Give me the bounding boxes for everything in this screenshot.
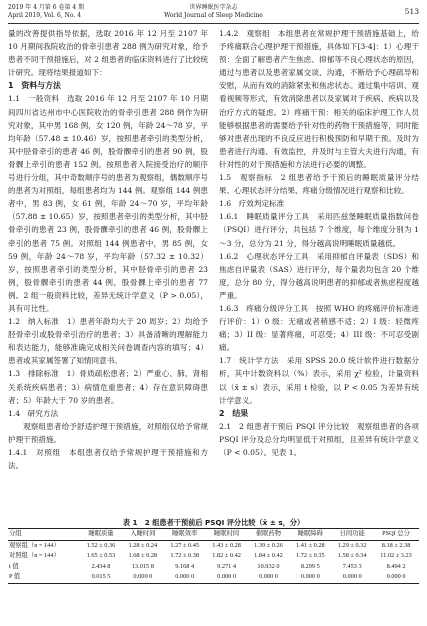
section-heading: 2 结果: [219, 408, 249, 418]
table-cell: 1.82 ± 0.42: [212, 552, 241, 559]
table-cell: P 值: [9, 573, 21, 580]
table-cell: 0.000 0: [342, 573, 362, 580]
table-cell: 1.84 ± 0.42: [254, 552, 283, 559]
body-paragraph: 1.4.2 观察组 本组患者在常规护理干预措施基础上，给予疼痛联合心理护理干预措施，具体如下[3-4]：1）心理干预：全面了解患者产生焦虑、抑郁等不良心理状态的原因，通过与患者以及患者家属交谈、沟通，不断给予心理疏导和安慰，从而有效的消除紧张和焦虑状态。通过集中培训、观看视频等形式，有效消除患者以及家属对于疾病、疾病以及治疗方式的疑虑。2）疼痛干预：相关的临床护理工作人员能够根据患者的需要给予针对性的药物干预措施等，同时能够对患者出现的不良反应进行积极预防和早期干预。及时为患者进行沟通、有效监控，并及时与主管大夫进行沟通，有针对性的对于预措施和方法进行必要的调整。: [219, 29, 419, 169]
table-cell: 0.000 0: [133, 573, 153, 580]
column-header: 睡眠时间: [213, 530, 240, 537]
table-cell: t 值: [9, 562, 19, 570]
header-divider: [8, 23, 419, 24]
body-paragraph: 1.2 纳入标准 1）患者年龄均大于 20 周岁；2）均给予胫骨牵引或股骨牵引治疗的患者；3）具备清晰的理解能力和表达能力，能够准确完成相关问卷调查内容的填写；4）患者或其家属签署了知情同意书。: [8, 317, 208, 366]
body-paragraph: 1.6.3 疼痛分级评分工具 按照 WHO 的疼痛评价标准进行评价：1）0 级：无痛或者稍感不适；2）I 级：轻微疼痛；3）II 级：显著疼痛，可忍受；4）III 级：不可忍受剧痛。: [219, 303, 419, 353]
table-cell: 0.000 0: [300, 573, 320, 580]
journal-title: [8, 4, 419, 20]
page-number: 513: [404, 7, 419, 16]
table-row: [8, 551, 419, 562]
right-column: [219, 27, 419, 459]
body-paragraph: 1.3 排除标准 1）骨质疏松患者；2）严重心、肺、肾相关系统疾病患者；3）病情危重患者；4）存在意识障碍患者；5）年龄大于 70 岁的患者。: [8, 369, 208, 405]
body-paragraph: 1.4.1 对照组 本组患者仅给予常规护理干预措施和方法。: [8, 448, 208, 471]
table-cell: 1.43 ± 0.28: [212, 541, 241, 549]
table-cell: 1.72 ± 0.35: [295, 552, 325, 559]
table-cell: 1.28 ± 0.24: [128, 541, 158, 549]
table-body: [8, 540, 419, 583]
psqi-table: [8, 528, 419, 584]
journal-title-cn: 世界睡眠医学杂志: [189, 4, 238, 11]
table-cell: 10.932 0: [257, 562, 280, 570]
body-paragraph: 1.6.2 心理状态评分工具 采用抑郁自评量表（SDS）和焦虑自评量表（SAS）进行评分，每个量表均包含 20 个维度，总分 80 分，得分越高说明患者的抑郁或者焦虑程度越严重。: [219, 251, 419, 300]
psqi-table-block: [8, 517, 419, 584]
issue-en: April 2019, Vol. 6, No. 4: [8, 12, 82, 19]
table-cell: 0.000 0: [259, 573, 278, 580]
table-cell: 1.29 ± 0.32: [337, 541, 367, 549]
table-cell: 1.68 ± 0.28: [128, 552, 158, 559]
table-cell: 1.41 ± 0.28: [295, 541, 325, 549]
table-cell: 1.65 ± 0.53: [86, 552, 116, 559]
journal-title-en: World Journal of Sleep Medicine: [164, 12, 263, 19]
column-header: 分组: [9, 530, 22, 537]
body-paragraph: 1.7 统计学方法 采用 SPSS 20.0 统计软件进行数据分析，其中计数资料以（%）表示，采用 χ² 检验，计量资料以（x̄ ± s）表示，采用 t 检验，以 P < 0.05 为差异有统计学意义。: [219, 356, 419, 405]
table-cell: 9.271 4: [217, 562, 237, 570]
table-cell: 7.453 3: [342, 562, 362, 570]
table-cell: 对照组（n = 144）: [9, 552, 60, 559]
column-header: 睡眠质量: [88, 530, 114, 537]
column-header: 催眠药物: [255, 530, 282, 537]
table-cell: 1.52 ± 0.36: [86, 541, 116, 549]
table-cell: 8.18 ± 2.38: [381, 541, 411, 549]
table-cell: 1.58 ± 0.34: [337, 552, 367, 559]
table-head: [8, 529, 419, 541]
table-cell: 0.000 0: [386, 573, 406, 580]
body-paragraph: 2.1 2 组患者干预后 PSQI 评分比较 观察组患者的各项 PSQI 评分及总分均明显低于对照组，且差异有统计学意义（P < 0.05）。见表 1。: [219, 421, 419, 457]
column-header: 入睡时间: [130, 530, 156, 537]
table-row: [8, 540, 419, 551]
body-paragraph: 1.6 疗效判定标准: [219, 199, 285, 209]
body-paragraph: 1.6.1 睡眠质量评分工具 采用匹兹堡睡眠质量指数问卷（PSQI）进行评分，共包括 7 个维度，每个维度分别为 1～3 分，总分为 21 分，得分越高说明睡眠质量越低。: [219, 212, 419, 248]
table-cell: 2.434 8: [91, 562, 111, 570]
table-cell: 0.000 0: [175, 573, 195, 580]
body-paragraph: 1.1 一般资料 选取 2016 年 12 月至 2107 年 10 月期间四川省达州市中心医院收治的骨牵引患者 288 例作为研究对象，其中男 168 例，女 120 例，年龄 24～78 岁，平均年龄（57.48 ± 10.46）岁，按照患者牵引的类型分析，其中胫骨牵引的患者 46 例，股骨髁牵引的患者 90 例，股骨髁上牵引的患者 152 例。按照患者入院接受治疗的顺序号进行分组，其中奇数顺序号的患者为观察组，偶数顺序号的患者为对照组，每组患者均为 144 例。观察组 144 例患者中，男 83 例，女 61 例，年龄 24～70 岁，平均年龄（57.88 ± 10.65）岁，按照患者牵引的类型分析，其中胫骨牵引的患者 23 例，股骨髁牵引的患者 46 例，股骨髁上牵引的患者 75 例。对照组 144 例患者中，男 85 例，女 59 例，年龄 24～78 岁，平均年龄（57.32 ± 10.32）岁，按照患者牵引的类型分析，其中胫骨牵引的患者 23 例，股骨髁牵引的患者 44 例，股骨髁上牵引的患者 77 例。2 组一般资料比较，差异无统计学意义（P > 0.05），具有可比性。: [8, 94, 208, 313]
table-cell: 8.299 5: [300, 562, 320, 570]
table-cell: 1.39 ± 0.26: [254, 541, 283, 549]
table-cell: 8.494 2: [386, 562, 406, 570]
column-header: 睡眠效率: [172, 530, 198, 537]
table-row: [8, 572, 419, 583]
body-paragraph: 量的改善提供指导依据，选取 2016 年 12 月至 2107 年 10 月期间我院收治的骨牵引患者 288 例为研究对象，给予患者不同干预措施后，对 2 组患者的临床资料进行了比较统计研究。现将结果报道如下：: [8, 29, 208, 78]
body-paragraph: 1.5 观察指标 2 组患者给予干预后的睡眠质量评分结果、心理状态评分结果、疼痛分级情况进行观察和比较。: [219, 173, 419, 196]
table-cell: 9.168 4: [175, 562, 195, 570]
body-paragraph: 观察组患者给予舒适护理干预措施，对照组仅给予常规护理干预措施。: [8, 421, 208, 444]
table-cell: 观察组（n = 144）: [9, 541, 60, 549]
left-column: [8, 27, 208, 472]
column-header: 睡眠障碍: [297, 530, 323, 537]
body-paragraph: 1.4 研究方法: [8, 408, 59, 418]
issue-cn: 2019 年 4 月第 6 卷第 4 期: [8, 4, 85, 11]
table-cell: 1.72 ± 0.38: [170, 552, 200, 559]
column-header: 日间功能: [339, 530, 365, 537]
table-cell: 1.27 ± 0.45: [170, 541, 200, 549]
table-header-row: [8, 529, 419, 541]
table-cell: 0.015 5: [91, 573, 111, 580]
table-row: [8, 562, 419, 573]
column-header: PSQI 总分: [382, 530, 410, 537]
table-cell: 11.02 ± 3.23: [380, 552, 412, 559]
table-cell: 13.015 8: [131, 562, 154, 570]
section-heading: 1 资料与方法: [8, 81, 61, 91]
table-cell: 0.000 0: [217, 573, 237, 580]
table-caption: 表 1 2 组患者干预前后 PSQI 评分比较（x̄ ± s，分）: [122, 518, 305, 527]
